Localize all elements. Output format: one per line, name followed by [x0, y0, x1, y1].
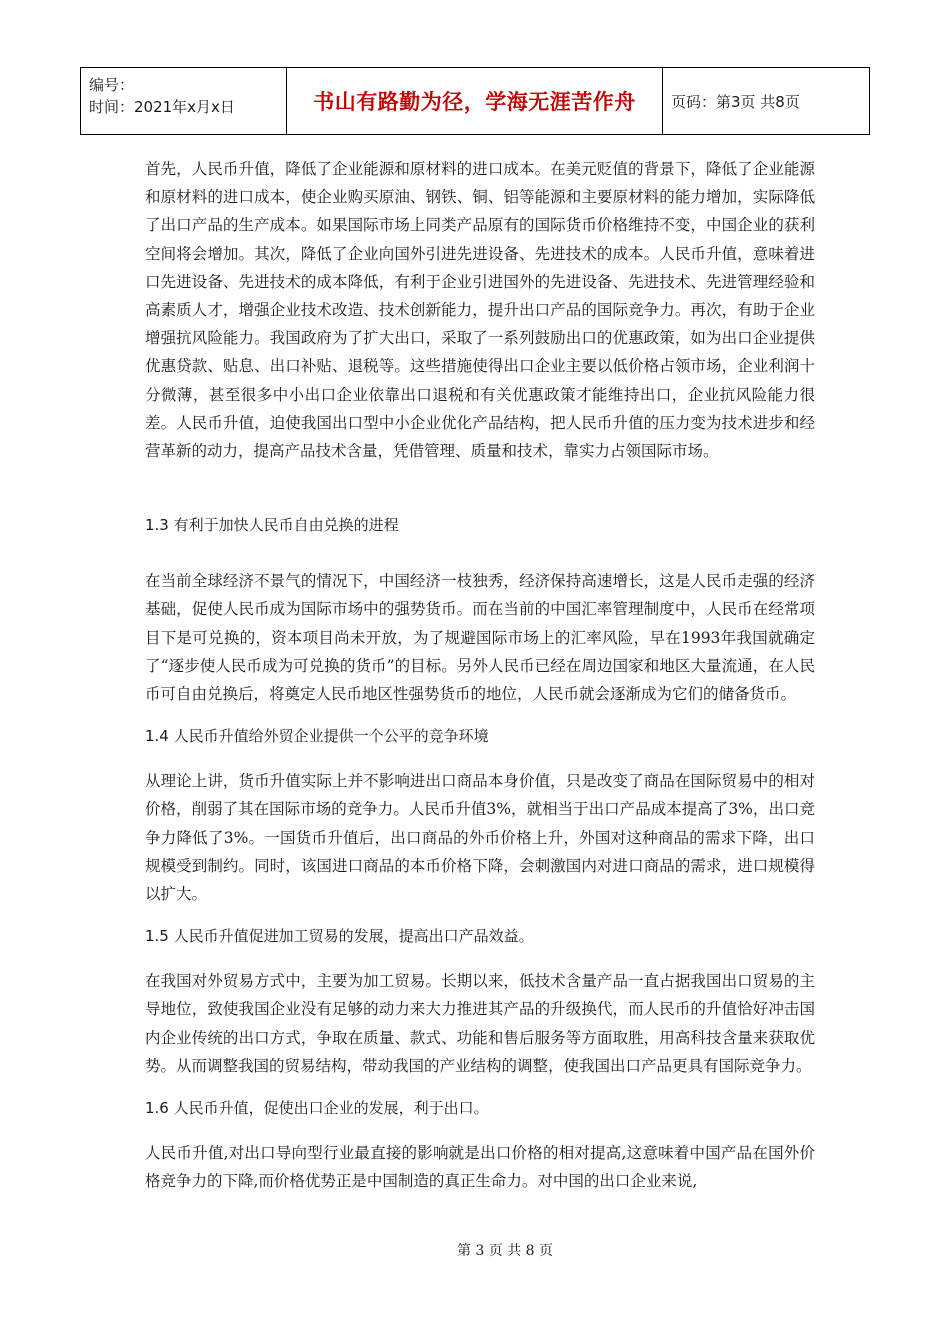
- section-heading-1-6: 1.6 人民币升值，促使出口企业的发展，利于出口。: [145, 1099, 489, 1118]
- header-page-cell: [663, 68, 869, 134]
- page-header: [80, 67, 870, 135]
- paragraph-section-1-3: 在当前全球经济不景气的情况下，中国经济一枝独秀，经济保持高速增长，这是人民币走强的经济基础，促使人民币成为国际市场中的强势货币。而在当前的中国汇率管理制度中，人民币在经常项目下是可兑换的，资本项目尚未开放，为了规避国际市场上的汇率风险，早在1993年我国就确定了“逐步使人民币成为可兑换的货币”的目标。另外人民币已经在周边国家和地区大量流通，在人民币可自由兑换后，将奠定人民币地区性强势货币的地位，人民币就会逐渐成为它们的储备货币。: [145, 572, 815, 704]
- document-number-label: 编号：: [89, 76, 135, 94]
- paragraph-intro: 首先，人民币升值，降低了企业能源和原材料的进口成本。在美元贬值的背景下，降低了企业能源和原材料的进口成本，使企业购买原油、钢铁、铜、铝等能源和主要原材料的能力增加，实际降低了出口产品的生产成本。如果国际市场上同类产品原有的国际货币价格维持不变，中国企业的获利空间将会增加。其次，降低了企业向国外引进先进设备、先进技术的成本。人民币升值，意味着进口先进设备、先进技术的成本降低，有利于企业引进国外的先进设备、先进技术、先进管理经验和高素质人才，增强企业技术改造、技术创新能力，提升出口产品的国际竞争力。再次，有助于企业增强抗风险能力。我国政府为了扩大出口，采取了一系列鼓励出口的优惠政策，如为出口企业提供优惠贷款、贴息、出口补贴、退税等。这些措施使得出口企业主要以低价格占领市场，企业利润十分微薄，甚至很多中小出口企业依靠出口退税和有关优惠政策才能维持出口，企业抗风险能力很差。人民币升值，迫使我国出口型中小企业优化产品结构，把人民币升值的压力变为技术进步和经营革新的动力，提高产品技术含量，凭借管理、质量和技术，靠实力占领国际市场。: [145, 160, 815, 461]
- header-motto: 书山有路勤为径，学海无涯苦作舟: [313, 90, 636, 114]
- header-motto-cell: [287, 68, 663, 134]
- document-body: [145, 155, 815, 1195]
- paragraph-section-1-4: 从理论上讲，货币升值实际上并不影响进出口商品本身价值，只是改变了商品在国际贸易中的相对价格，削弱了其在国际市场的竞争力。人民币升值3%，就相当于出口产品成本提高了3%，出口竞争力降低了3%。一国货币升值后，出口商品的外币价格上升，外国对这种商品的需求下降，出口规模受到制约。同时，该国进口商品的本币价格下降，会刺激国内对进口商品的需求，进口规模得以扩大。: [145, 772, 815, 904]
- document-date: 时间：2021年x月x日: [89, 98, 235, 116]
- section-heading-1-5: 1.5 人民币升值促进加工贸易的发展，提高出口产品效益。: [145, 927, 534, 946]
- section-heading-1-4: 1.4 人民币升值给外贸企业提供一个公平的竞争环境: [145, 727, 489, 746]
- header-page-info: 页码：第3页 共8页: [671, 92, 800, 111]
- page-footer: 第 3 页 共 8 页: [456, 1243, 554, 1259]
- paragraph-section-1-5: 在我国对外贸易方式中，主要为加工贸易。长期以来，低技术含量产品一直占据我国出口贸易的主导地位，致使我国企业没有足够的动力来大力推进其产品的升级换代，而人民币的升值恰好冲击国内企业传统的出口方式，争取在质量、款式、功能和售后服务等方面取胜，用高科技含量来获取优势。从而调整我国的贸易结构，带动我国的产业结构的调整，使我国出口产品更具有国际竞争力。: [145, 972, 815, 1075]
- section-heading-1-3: 1.3 有利于加快人民币自由兑换的进程: [145, 516, 399, 535]
- paragraph-section-1-6: 人民币升值,对出口导向型行业最直接的影响就是出口价格的相对提高,这意味着中国产品在国外价格竞争力的下降,而价格优势正是中国制造的真正生命力。对中国的出口企业来说,: [145, 1144, 815, 1191]
- header-meta: [81, 68, 287, 134]
